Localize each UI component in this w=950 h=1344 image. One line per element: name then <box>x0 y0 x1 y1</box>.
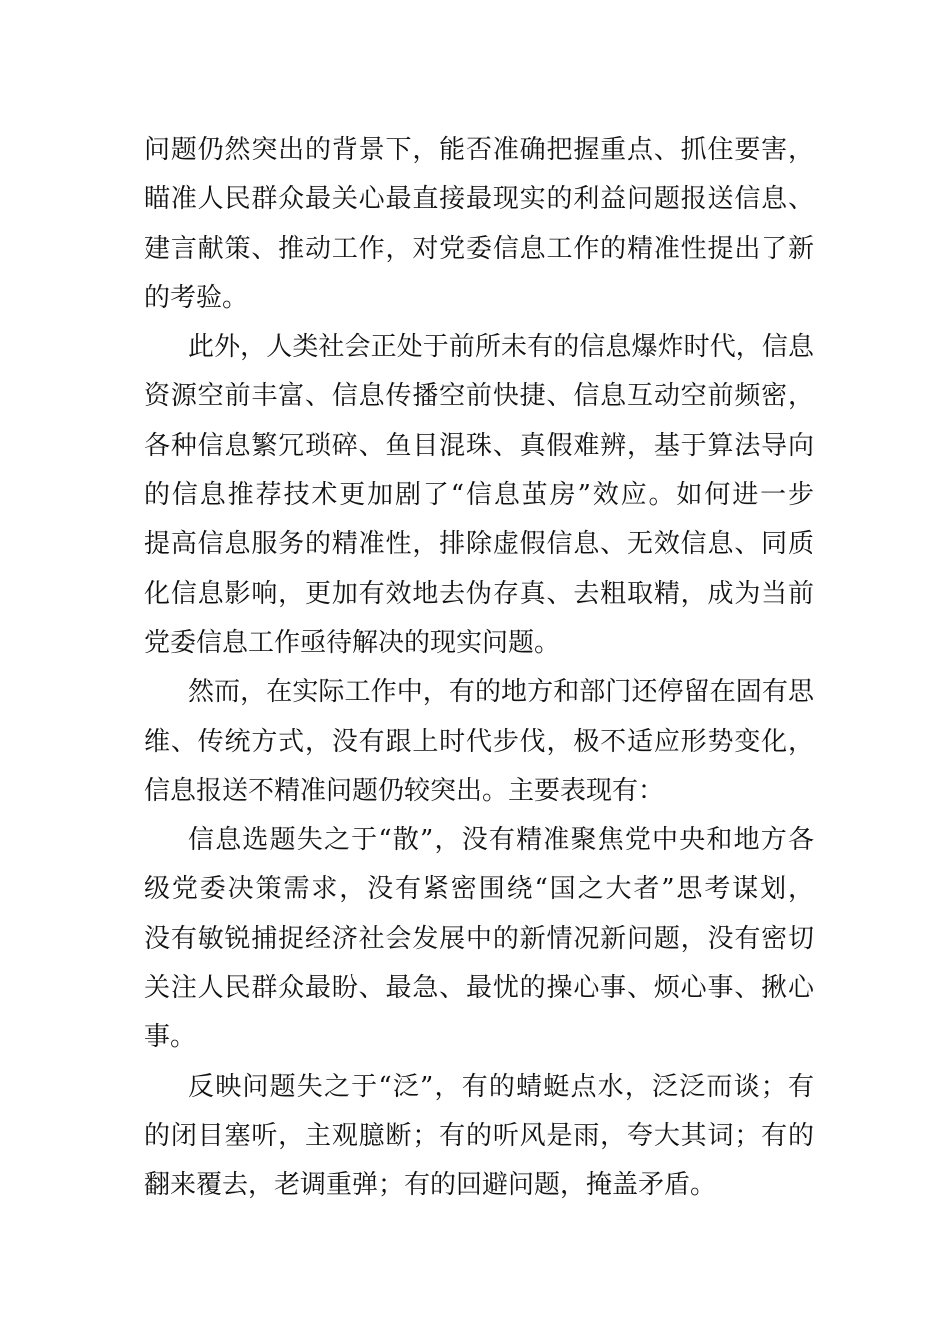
text-line: 没有敏锐捕捉经济社会发展中的新情况新问题，没有密切 <box>144 923 814 954</box>
paragraph-5 <box>144 1063 814 1211</box>
text-line: 然而，在实际工作中，有的地方和部门还停留在固有思 <box>188 677 814 708</box>
text-line: 关注人民群众最盼、最急、最忧的操心事、烦心事、揪心 <box>144 973 814 1004</box>
body-text <box>144 126 814 1211</box>
text-line: 提高信息服务的精准性，排除虚假信息、无效信息、同质 <box>144 529 814 560</box>
text-line: 的闭目塞听，主观臆断；有的听风是雨，夸大其词；有的 <box>144 1120 814 1151</box>
text-line: 信息报送不精准问题仍较突出。主要表现有： <box>144 775 665 806</box>
text-line: 翻来覆去，老调重弹；有的回避问题，掩盖矛盾。 <box>144 1170 717 1201</box>
text-line: 事。 <box>144 1022 197 1053</box>
text-line: 的信息推荐技术更加剧了“信息茧房”效应。如何进一步 <box>144 480 814 511</box>
paragraph-3 <box>144 668 814 816</box>
text-line: 级党委决策需求，没有紧密围绕“国之大者”思考谋划， <box>144 874 814 905</box>
text-line: 信息选题失之于“散”，没有精准聚焦党中央和地方各 <box>188 825 814 856</box>
text-line: 瞄准人民群众最关心最直接最现实的利益问题报送信息、 <box>144 184 814 215</box>
text-line: 党委信息工作亟待解决的现实问题。 <box>144 627 561 658</box>
text-line: 资源空前丰富、信息传播空前快捷、信息互动空前频密， <box>144 381 814 412</box>
paragraph-4 <box>144 816 814 1062</box>
text-line: 维、传统方式，没有跟上时代步伐，极不适应形势变化， <box>144 726 814 757</box>
text-line: 问题仍然突出的背景下，能否准确把握重点、抓住要害， <box>144 135 814 165</box>
text-line: 各种信息繁冗琐碎、鱼目混珠、真假难辨，基于算法导向 <box>144 430 814 461</box>
paragraph-2 <box>144 323 814 668</box>
paragraph-1 <box>144 126 814 323</box>
text-line: 的考验。 <box>144 282 249 313</box>
text-line: 建言献策、推动工作，对党委信息工作的精准性提出了新 <box>144 233 814 264</box>
text-line: 化信息影响，更加有效地去伪存真、去粗取精，成为当前 <box>144 578 814 609</box>
text-line: 此外，人类社会正处于前所未有的信息爆炸时代，信息 <box>188 332 814 363</box>
text-line: 反映问题失之于“泛”，有的蜻蜓点水，泛泛而谈；有 <box>188 1071 814 1102</box>
